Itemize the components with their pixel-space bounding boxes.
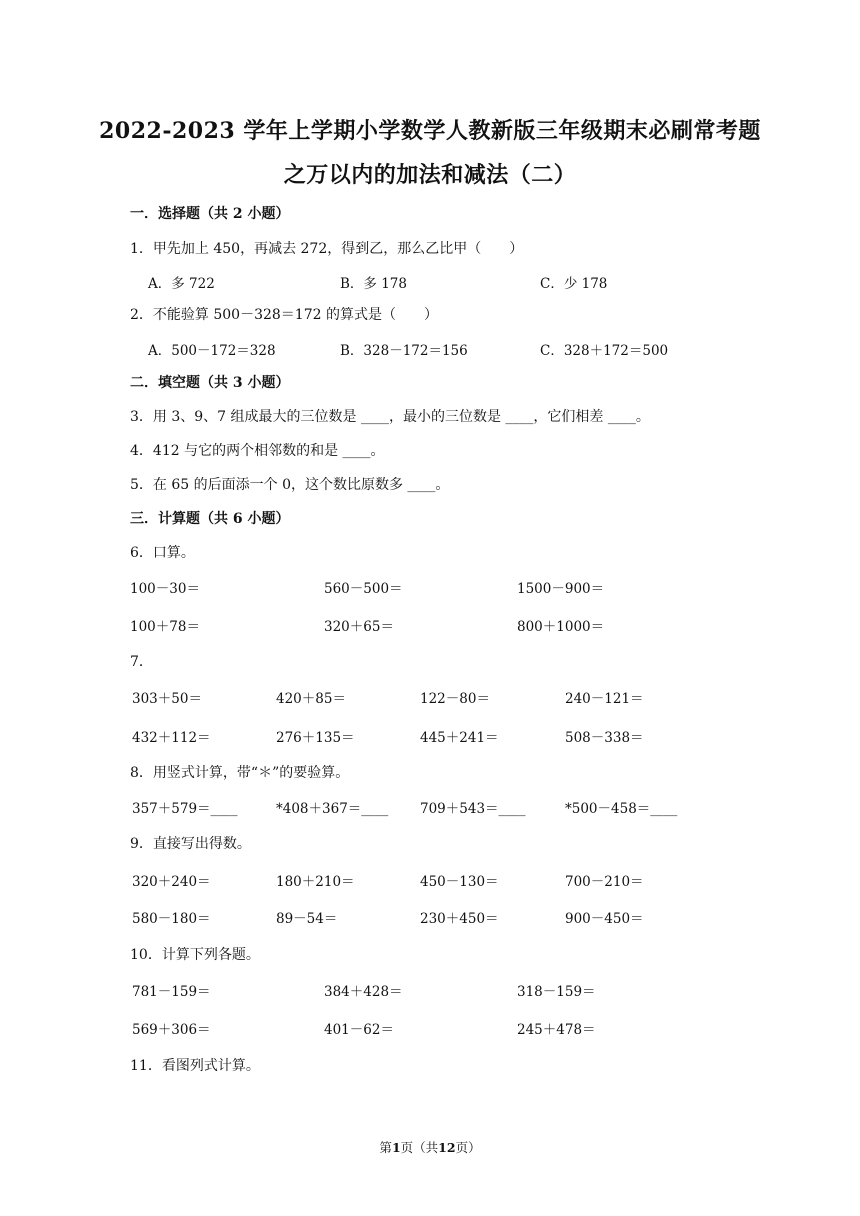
expression: 432＋112＝ xyxy=(132,730,211,746)
expression: 245＋478＝ xyxy=(517,1022,596,1038)
option-a: A．多 722 xyxy=(148,276,215,292)
expression: 800＋1000＝ xyxy=(517,619,605,635)
expression: 420＋85＝ xyxy=(276,691,346,707)
expression: 900－450＝ xyxy=(565,911,644,927)
expression: 700－210＝ xyxy=(565,874,644,890)
footer-prefix: 第 xyxy=(379,1140,392,1155)
expression: 560－500＝ xyxy=(324,581,403,597)
expression: 89－54＝ xyxy=(276,911,338,927)
question-3: 3．用 3、9、7 组成最大的三位数是 ____，最小的三位数是 ____，它们相差 ____。 xyxy=(130,409,650,425)
expression: 508－338＝ xyxy=(565,730,644,746)
section-heading-choice: 一．选择题（共 2 小题） xyxy=(130,206,290,222)
question-11: 11．看图列式计算。 xyxy=(130,1058,260,1074)
expression: 240－121＝ xyxy=(565,691,644,707)
expression: 303＋50＝ xyxy=(132,691,202,707)
option-b: B．328－172＝156 xyxy=(340,343,468,359)
expression: 1500－900＝ xyxy=(517,581,605,597)
expression: 100－30＝ xyxy=(130,581,200,597)
expression: 709＋543＝____ xyxy=(420,801,526,817)
option-c: C．少 178 xyxy=(540,276,608,292)
footer-mid: 页（共 xyxy=(400,1140,439,1155)
question-9: 9．直接写出得数。 xyxy=(130,836,251,852)
page-footer xyxy=(0,1138,860,1156)
expression: 580－180＝ xyxy=(132,911,211,927)
expression: 122－80＝ xyxy=(420,691,490,707)
question-8: 8．用竖式计算，带“＊”的要验算。 xyxy=(130,765,350,781)
question-7: 7． xyxy=(130,654,153,670)
expression: 445＋241＝ xyxy=(420,730,499,746)
option-c: C．328＋172＝500 xyxy=(540,343,669,359)
expression: 781－159＝ xyxy=(132,984,211,1000)
expression: 384＋428＝ xyxy=(324,984,403,1000)
question-10: 10．计算下列各题。 xyxy=(130,947,260,963)
expression: 357＋579＝____ xyxy=(132,801,238,817)
footer-page-number: 1 xyxy=(391,1140,401,1155)
expression: 318－159＝ xyxy=(517,984,596,1000)
section-heading-calc: 三．计算题（共 6 小题） xyxy=(130,511,290,527)
expression: 276＋135＝ xyxy=(276,730,355,746)
expression: 100＋78＝ xyxy=(130,619,200,635)
section-heading-fill: 二．填空题（共 3 小题） xyxy=(130,375,290,391)
expression: *408＋367＝____ xyxy=(276,801,389,817)
expression: 320＋240＝ xyxy=(132,874,211,890)
question-6: 6．口算。 xyxy=(130,545,195,561)
footer-total-pages: 12 xyxy=(438,1140,456,1155)
footer-suffix: 页） xyxy=(455,1140,481,1155)
page-title-line2: 之万以内的加法和减法（二） xyxy=(283,162,577,188)
expression: 320＋65＝ xyxy=(324,619,394,635)
question-2: 2．不能验算 500－328＝172 的算式是（ ） xyxy=(130,307,438,323)
option-a: A．500－172＝328 xyxy=(148,343,276,359)
expression: *500－458＝____ xyxy=(565,801,678,817)
question-4: 4．412 与它的两个相邻数的和是 ____。 xyxy=(130,443,385,459)
expression: 180＋210＝ xyxy=(276,874,355,890)
question-1: 1．甲先加上 450，再减去 272，得到乙，那么乙比甲（ ） xyxy=(130,241,524,257)
question-5: 5．在 65 的后面添一个 0，这个数比原数多 ____。 xyxy=(130,477,450,493)
expression: 569＋306＝ xyxy=(132,1022,211,1038)
option-b: B．多 178 xyxy=(340,276,407,292)
page-title-line1: 2022-2023 学年上学期小学数学人教新版三年级期末必刷常考题 xyxy=(99,118,761,144)
expression: 401－62＝ xyxy=(324,1022,394,1038)
expression: 230＋450＝ xyxy=(420,911,499,927)
expression: 450－130＝ xyxy=(420,874,499,890)
